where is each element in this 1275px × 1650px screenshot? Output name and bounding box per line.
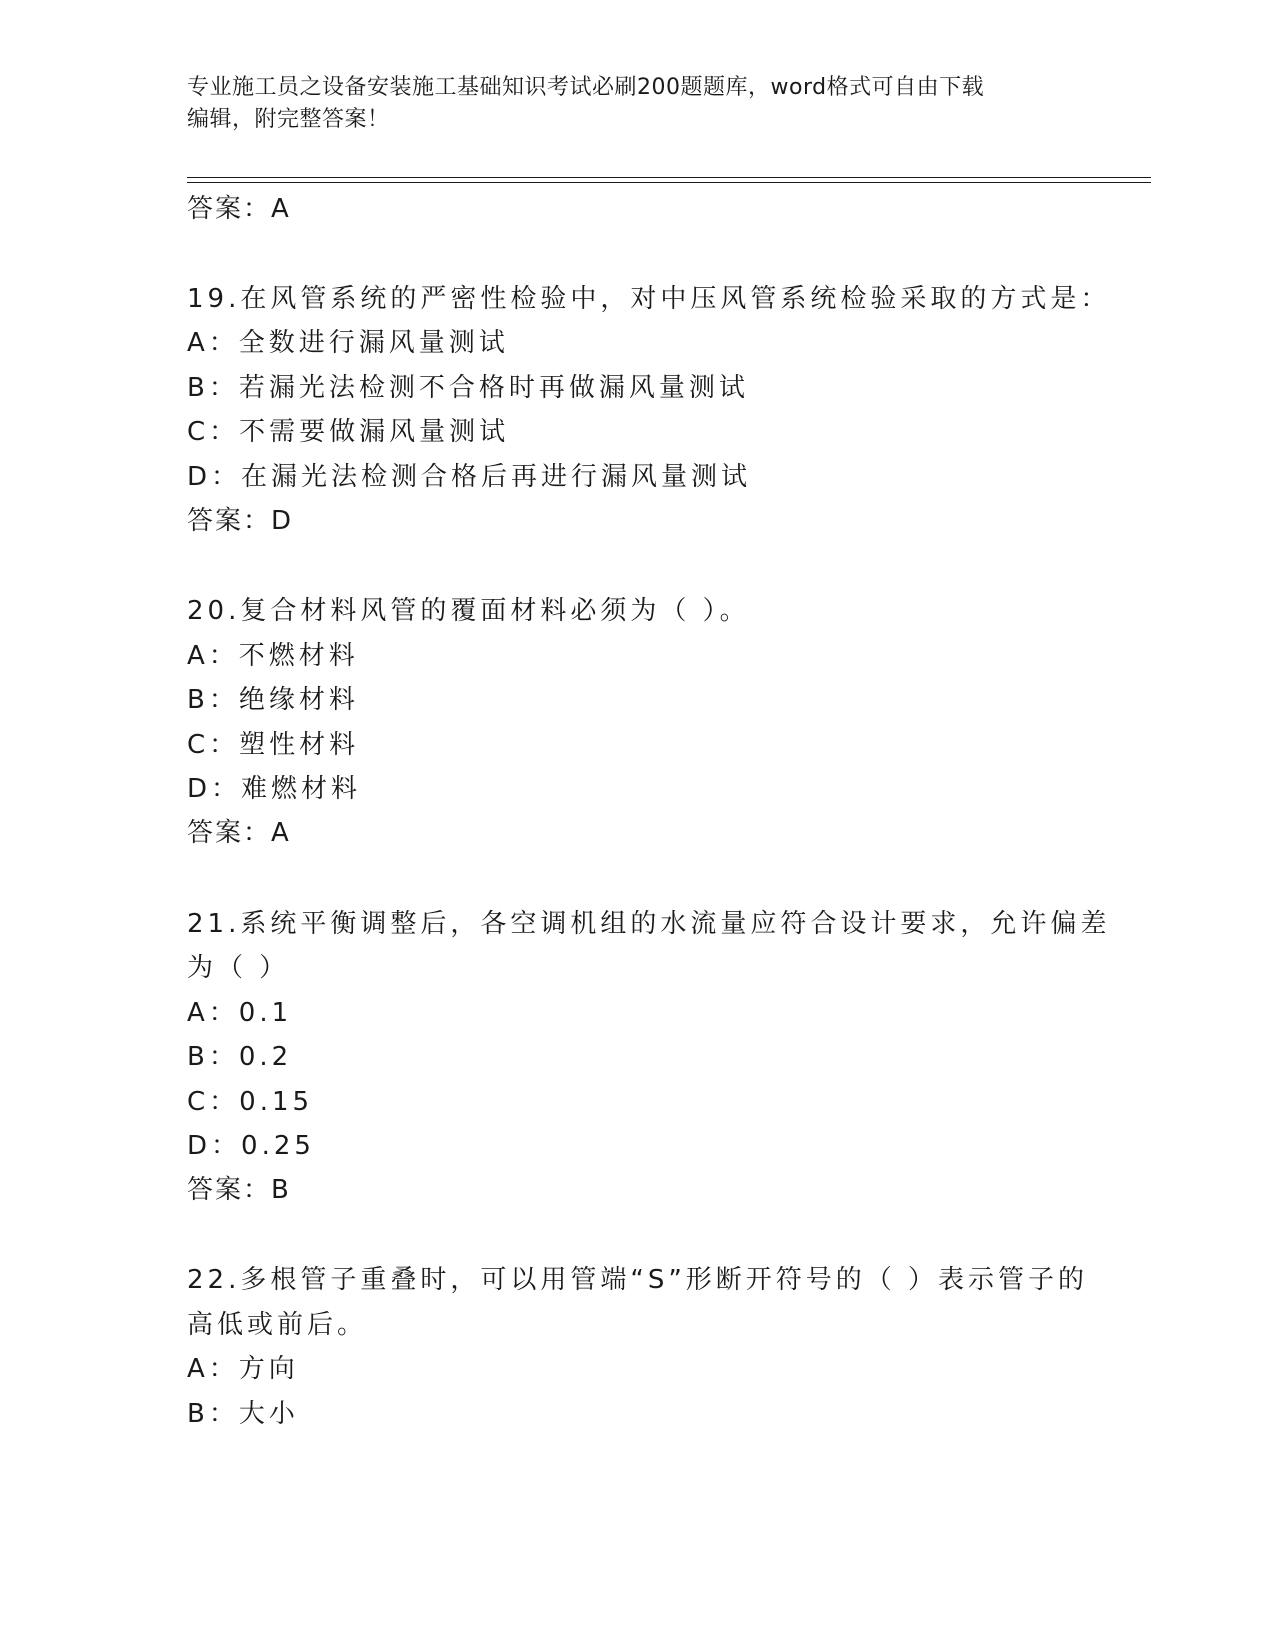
question-22-text-line-2: 高低或前后。: [187, 1310, 368, 1340]
question-19-option-d: D：在漏光法检测合格后再进行漏风量测试: [187, 462, 752, 492]
question-22-option-a: A：方向: [187, 1354, 299, 1384]
question-20-option-d: D：难燃材料: [187, 774, 362, 804]
question-20-option-a: A：不燃材料: [187, 641, 359, 671]
question-19-option-c: C：不需要做漏风量测试: [187, 417, 510, 447]
question-20-answer: 答案：A: [187, 818, 291, 848]
question-19-text: 19.在风管系统的严密性检验中，对中压风管系统检验采取的方式是：: [187, 284, 1111, 314]
question-22-option-b: B：大小: [187, 1399, 299, 1429]
question-21-option-a: A：0.1: [187, 998, 293, 1028]
question-21-option-c: C：0.15: [187, 1087, 314, 1117]
question-20-option-c: C：塑性材料: [187, 730, 360, 760]
question-21-text-line-1: 21.系统平衡调整后，各空调机组的水流量应符合设计要求，允许偏差: [187, 909, 1111, 939]
question-20-option-b: B：绝缘材料: [187, 685, 359, 715]
question-20-text: 20.复合材料风管的覆面材料必须为（ ）。: [187, 596, 750, 626]
previous-answer: 答案：A: [187, 194, 291, 224]
question-19-option-a: A：全数进行漏风量测试: [187, 328, 509, 358]
header-divider-top: [187, 177, 1151, 178]
document-header: [187, 72, 1087, 136]
question-21-option-d: D：0.25: [187, 1131, 315, 1161]
question-22-text-line-1: 22.多根管子重叠时，可以用管端“S”形断开符号的（ ）表示管子的: [187, 1265, 1089, 1295]
question-19-option-b: B：若漏光法检测不合格时再做漏风量测试: [187, 373, 749, 403]
question-21-text-line-2: 为（ ）: [187, 953, 290, 983]
header-line-2: 编辑，附完整答案！: [187, 107, 390, 132]
question-21-answer: 答案：B: [187, 1175, 291, 1205]
header-line-1: 专业施工员之设备安装施工基础知识考试必刷200题题库，word格式可自由下载: [187, 75, 985, 100]
header-divider-bottom: [187, 182, 1151, 183]
question-19-answer: 答案：D: [187, 506, 294, 536]
question-21-option-b: B：0.2: [187, 1042, 293, 1072]
